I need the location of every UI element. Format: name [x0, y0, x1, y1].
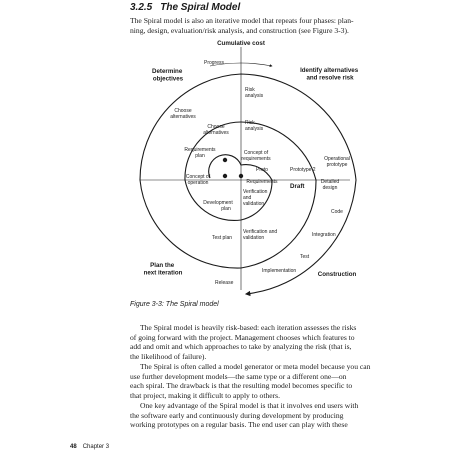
cumulative-cost-label: Cumulative cost	[217, 40, 265, 47]
draft-label: Draft	[290, 183, 305, 190]
intro-line: ning, design, evaluation/risk analysis, and construction (see Figure 3-3).	[130, 25, 349, 35]
risk-analysis-label: Risk analysis	[245, 120, 264, 132]
intro-line: The Spiral model is also an iterative model that repeats four phases: plan-	[130, 16, 354, 25]
body-line: working prototypes on a regular basis. The end user can play with these	[130, 420, 348, 430]
body-line: the software early and continuously during development by producing	[130, 410, 344, 420]
page-footer	[70, 444, 109, 450]
spiral-node	[223, 174, 227, 178]
plan-next-iteration-label: Plan the next iteration	[143, 262, 183, 277]
proto-label: Proto	[256, 167, 268, 173]
requirements-plan-label: Requirements plan	[184, 147, 216, 159]
choose-alternatives-label: Choose alternatives	[203, 124, 229, 136]
construction-label: Construction	[317, 271, 357, 278]
release-label: Release	[215, 280, 234, 286]
body-line: add and omit and which approaches to take by analyzing the risk (that is,	[130, 342, 352, 352]
choose-alternatives-label: Choose alternatives	[170, 108, 196, 120]
body-line: each spiral. The drawback is that the resulting model becomes specific to	[130, 381, 353, 391]
body-line: use further development models—the same type or a different one—on	[130, 371, 347, 381]
section-title: The Spiral Model	[160, 2, 241, 13]
test-label: Test	[300, 254, 310, 260]
operational-prototype-label: Operational prototype	[324, 156, 350, 168]
figure-caption: Figure 3-3: The Spiral model	[130, 301, 219, 308]
body-line: of going forward with the project. Management chooses which features to	[130, 332, 355, 342]
requirements-label: Requirements	[246, 179, 278, 185]
body-paragraph	[130, 401, 392, 430]
body-line: that project, making it difficult to apply to others.	[130, 390, 281, 400]
body-line: The Spiral is often called a model generator or meta model because you can	[140, 362, 371, 371]
verification-validation-label: Verification and validation	[243, 229, 278, 241]
test-plan-label: Test plan	[212, 235, 233, 241]
prototype-2-label: Prototype 2	[290, 167, 316, 173]
risk-analysis-label: Risk analysis	[245, 87, 264, 99]
concept-of-operation-label: Concept of operation	[185, 174, 211, 186]
body-line: The Spiral model is heavily risk-based: each iteration assesses the risks	[140, 323, 357, 332]
body-paragraph	[130, 323, 392, 361]
identify-alternatives-label: Identify alternatives and resolve risk	[300, 67, 359, 82]
verification-validation-label: Verification and validation	[243, 189, 268, 207]
detailed-design-label: Detailed design	[320, 179, 340, 191]
development-plan-label: Development plan	[203, 200, 233, 212]
body-line: One key advantage of the Spiral model is that it involves end users with	[140, 401, 359, 410]
implementation-label: Implementation	[262, 268, 297, 274]
body-paragraph	[130, 362, 392, 400]
page-number: 48	[70, 444, 77, 450]
concept-of-requirements-label: Concept of requirements	[241, 150, 271, 162]
section-number: 3.2.5	[130, 2, 153, 13]
code-label: Code	[331, 209, 343, 215]
integration-label: Integration	[312, 232, 336, 238]
progress-label: Progress	[203, 60, 225, 66]
spiral-node	[239, 174, 243, 178]
spiral-node	[223, 158, 227, 162]
determine-objectives-label: Determine objectives	[152, 68, 184, 83]
chapter-label: Chapter 3	[82, 444, 110, 450]
body-line: the likelihood of failure).	[130, 351, 207, 361]
